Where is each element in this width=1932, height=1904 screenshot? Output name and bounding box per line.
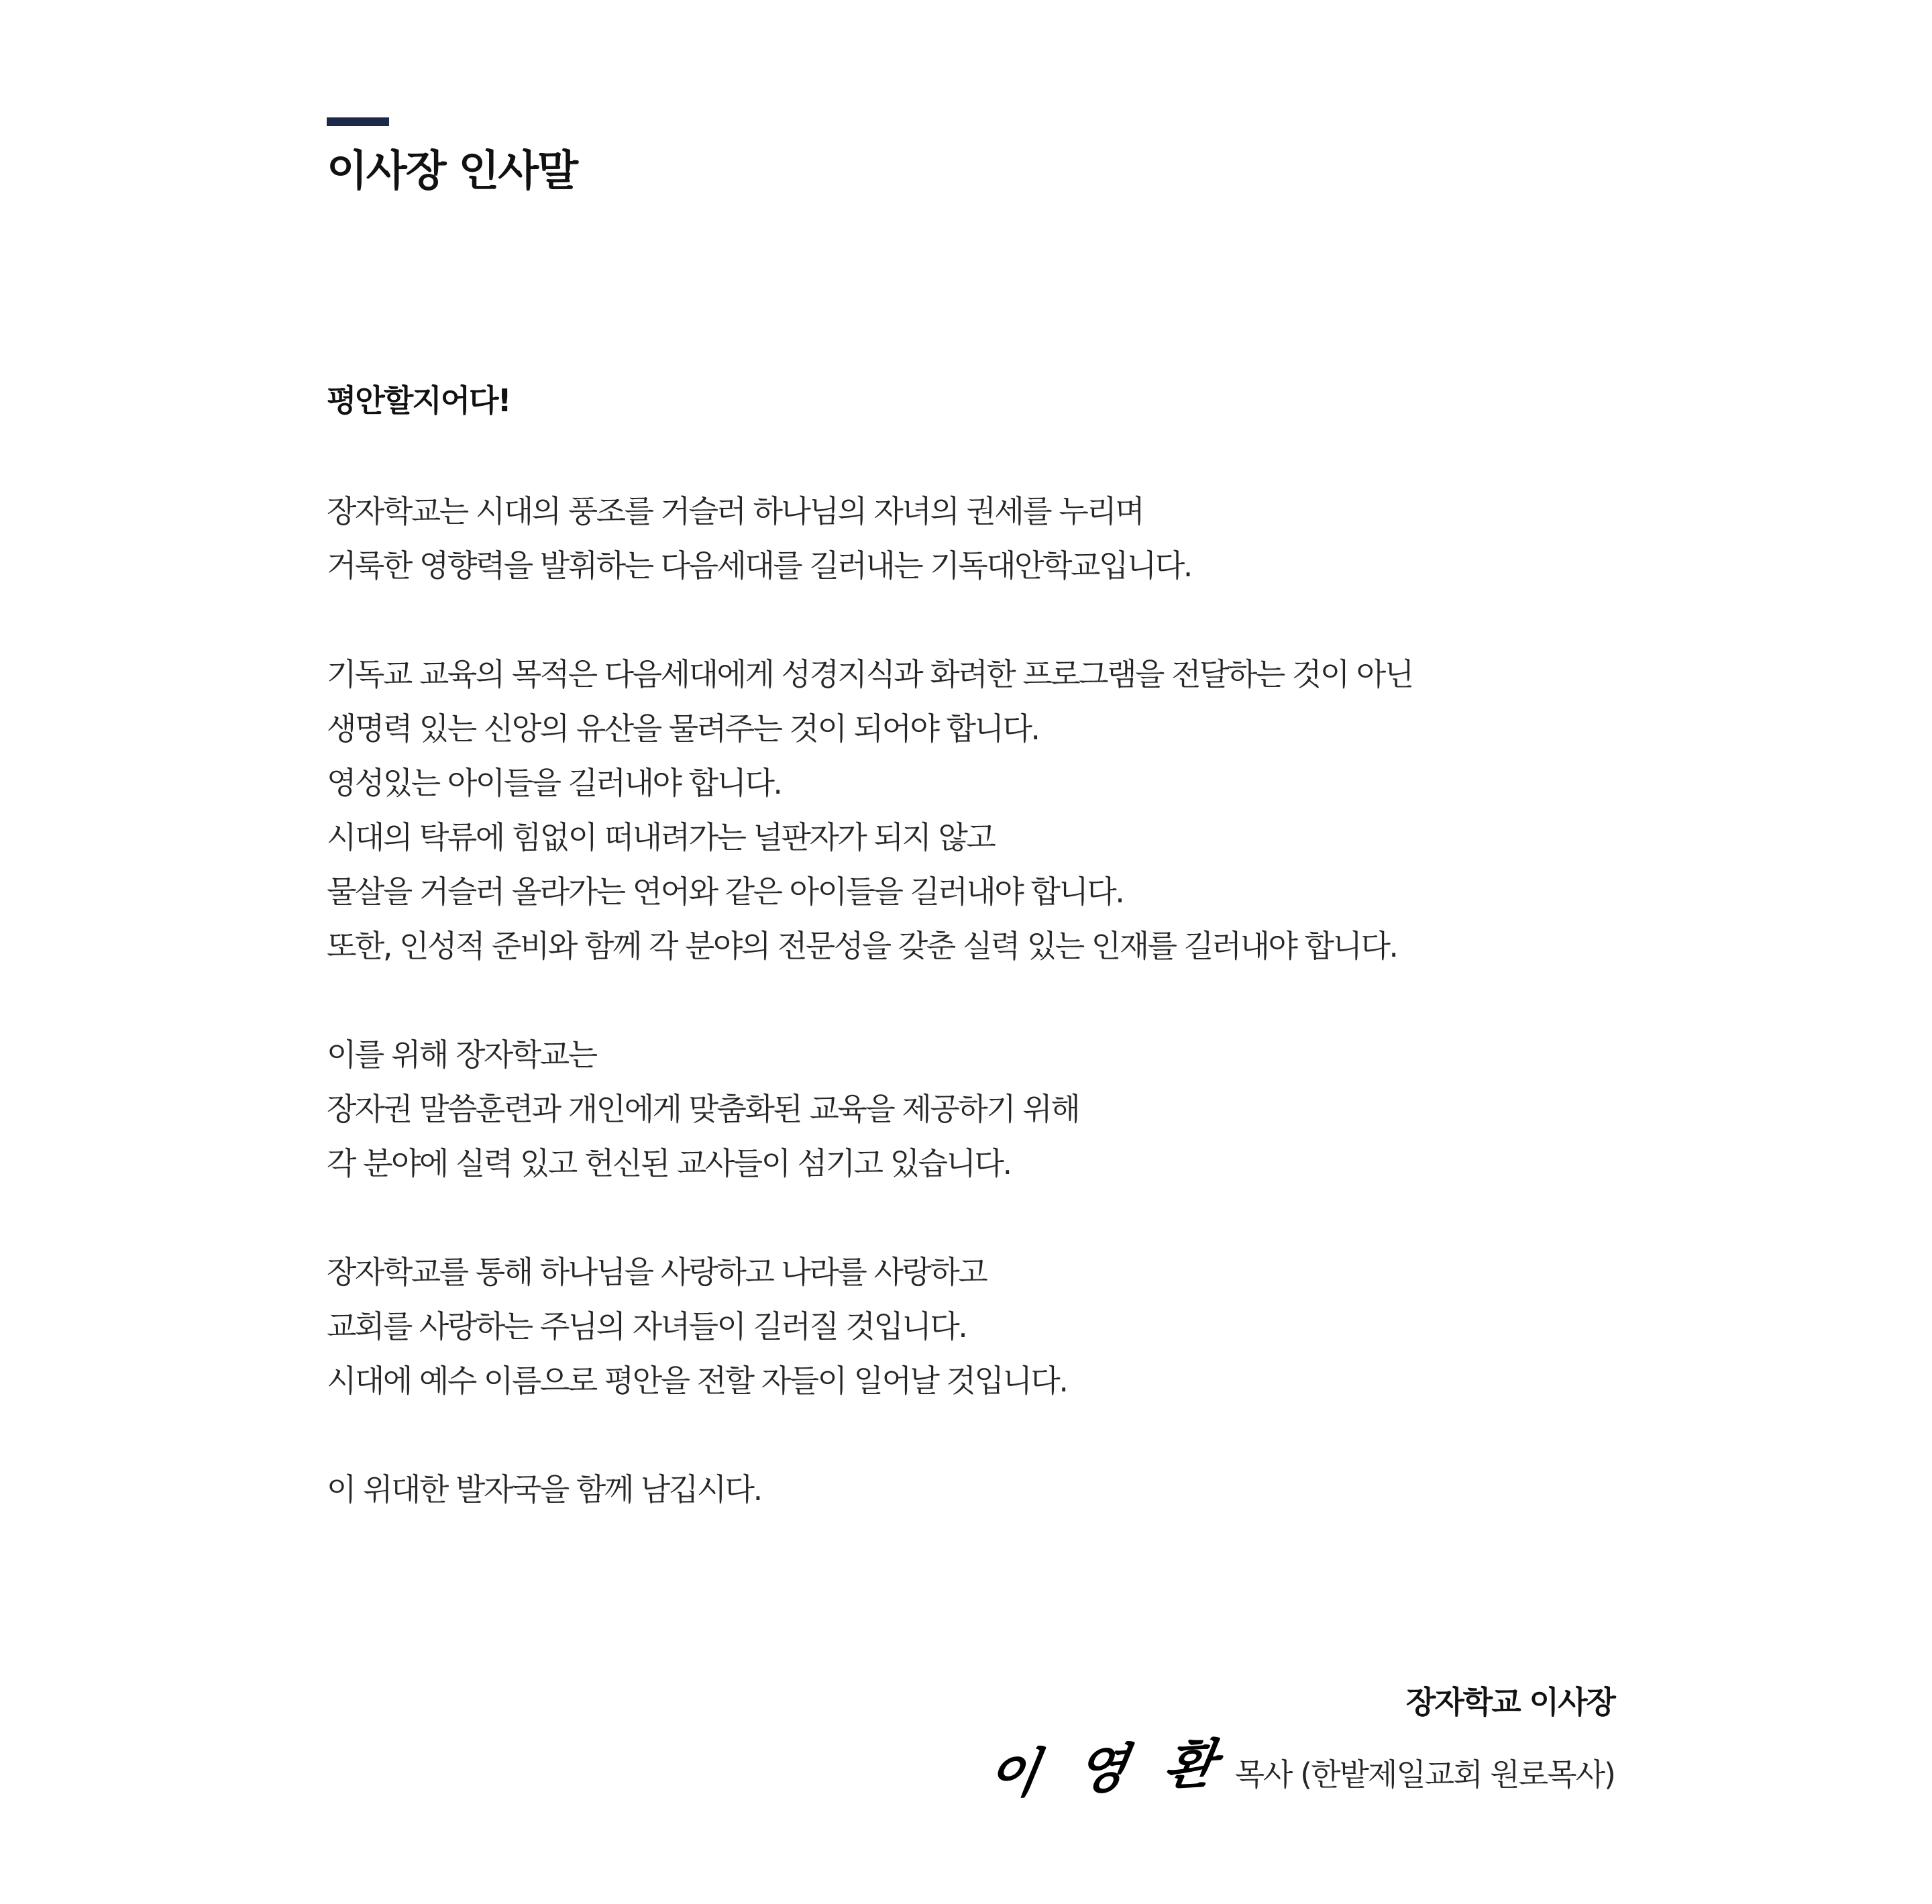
letter-line: 이를 위해 장자학교는: [327, 1037, 596, 1073]
page-title: 이사장 인사말: [327, 146, 578, 195]
letter-line: 영성있는 아이들을 길러내야 합니다.: [327, 765, 782, 801]
letter-line: 이 위대한 발자국을 함께 남깁시다.: [327, 1471, 761, 1508]
signer-row: [983, 1733, 1615, 1807]
signature-block: [983, 1684, 1615, 1807]
letter-paragraph: [327, 484, 1615, 593]
letter-line: 물살을 거슬러 올라가는 연어와 같은 아이들을 길러내야 합니다.: [327, 874, 1124, 910]
greeting-page: [327, 117, 1615, 1508]
signer-role: 장자학교 이사장: [1405, 1684, 1615, 1720]
signer-title: 목사 (한밭제일교회 원로목사): [1234, 1756, 1615, 1793]
letter-body: [327, 484, 1615, 1571]
letter-greeting: 평안할지어다!: [327, 382, 511, 419]
letter-line: 장자학교를 통해 하나님을 사랑하고 나라를 사랑하고: [327, 1254, 987, 1290]
letter-line: 장자권 말씀훈련과 개인에게 맞춤화된 교육을 제공하기 위해: [327, 1091, 1079, 1127]
letter-paragraph: [327, 1028, 1615, 1191]
letter-line: 생명력 있는 신앙의 유산을 물려주는 것이 되어야 합니다.: [327, 710, 1039, 747]
title-accent-bar: [327, 117, 389, 126]
handwritten-signature: 이 영 환: [983, 1733, 1230, 1807]
letter-paragraph: [327, 1463, 1615, 1517]
letter-paragraph: [327, 1245, 1615, 1408]
letter-line: 장자학교는 시대의 풍조를 거슬러 하나님의 자녀의 권세를 누리며: [327, 493, 1144, 529]
letter-line: 교회를 사랑하는 주님의 자녀들이 길러질 것입니다.: [327, 1308, 967, 1344]
letter-line: 기독교 교육의 목적은 다음세대에게 성경지식과 화려한 프로그램을 전달하는 것이 아닌: [327, 656, 1413, 692]
letter-line: 각 분야에 실력 있고 헌신된 교사들이 섬기고 있습니다.: [327, 1145, 1011, 1181]
letter-paragraph: [327, 647, 1615, 973]
letter-line: 또한, 인성적 준비와 함께 각 분야의 전문성을 갖춘 실력 있는 인재를 길러내야 합니다.: [327, 928, 1397, 964]
letter-line: 시대에 예수 이름으로 평안을 전할 자들이 일어날 것입니다.: [327, 1363, 1067, 1399]
letter-line: 거룩한 영향력을 발휘하는 다음세대를 길러내는 기독대안학교입니다.: [327, 547, 1191, 584]
letter-line: 시대의 탁류에 힘없이 떠내려가는 널판자가 되지 않고: [327, 819, 995, 855]
